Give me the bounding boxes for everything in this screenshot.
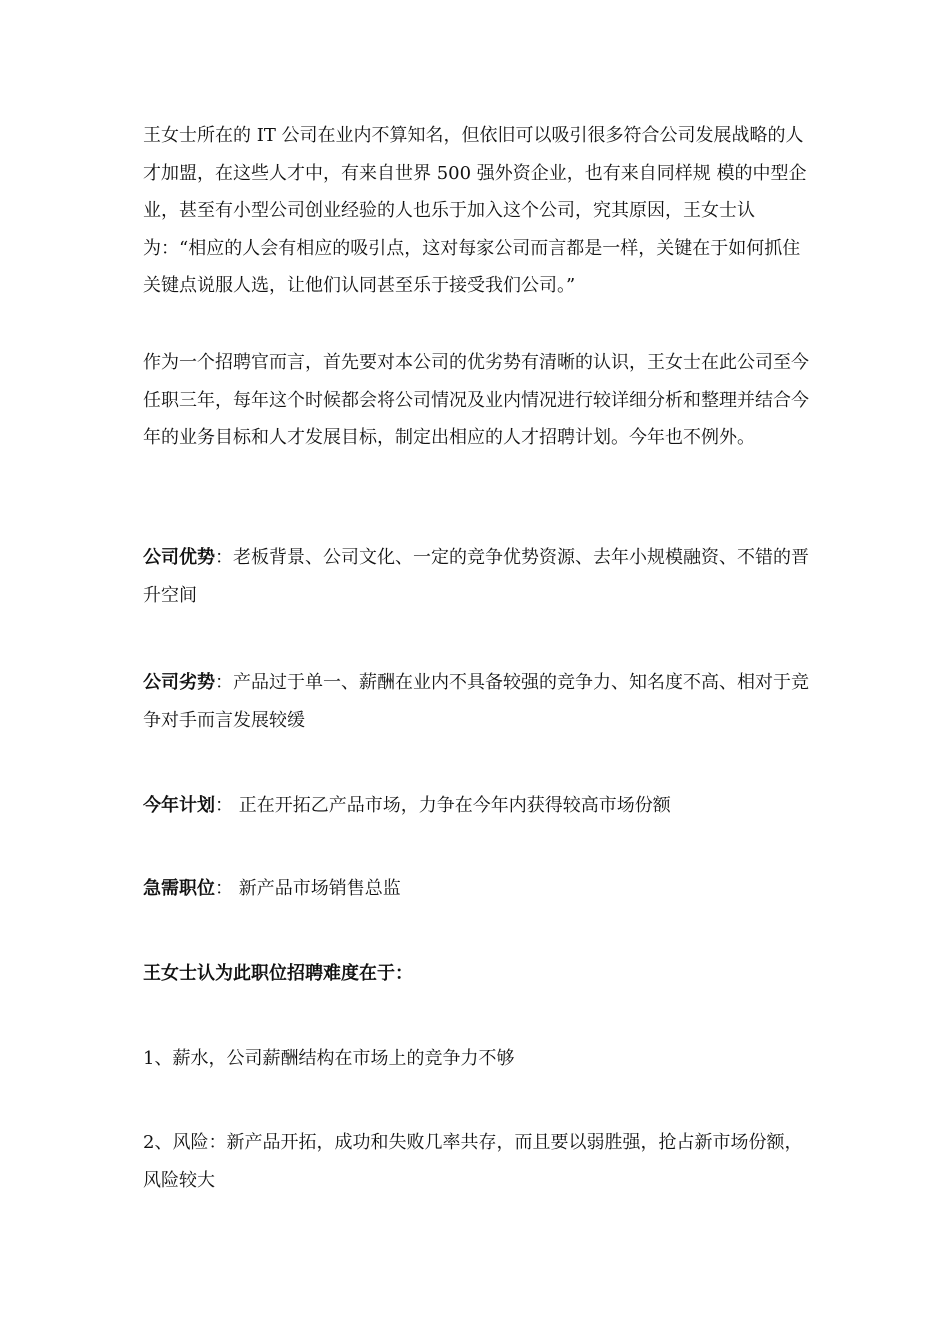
urgent-position-label: 急需职位: [143, 878, 215, 899]
company-advantages: [143, 539, 815, 614]
difficulty-heading: 王女士认为此职位招聘难度在于：: [143, 963, 413, 984]
company-disadvantages: [143, 664, 815, 739]
advantages-text: ：老板背景、公司文化、一定的竞争优势资源、去年小规模融资、不错的晋升空间: [143, 547, 809, 606]
difficulty-item-salary: 1、薪水，公司薪酬结构在市场上的竞争力不够: [143, 1048, 515, 1069]
urgent-position-text: ： 新产品市场销售总监: [215, 878, 401, 899]
paragraph-company-attraction: 王女士所在的 IT 公司在业内不算知名，但依旧可以吸引很多符合公司发展战略的人才加盟，在这些人才中，有来自世界 500 强外资企业，也有来自同样规 模的中型企业，甚至有小型公司创业经验的人也乐于加入这个公司，究其原因，王女士认为：“相应的人会有相应的吸引点，这对每家公司而言都是一样，关键在于如何抓住关键点说服人选，让他们认同甚至乐于接受我们公司。”: [143, 125, 807, 296]
annual-plan: [143, 787, 815, 825]
disadvantages-label: 公司劣势: [143, 672, 215, 693]
plan-label: 今年计划: [143, 795, 215, 816]
urgent-position: [143, 870, 815, 908]
paragraph-recruiter-analysis: 作为一个招聘官而言，首先要对本公司的优劣势有清晰的认识，王女士在此公司至今任职三年，每年这个时候都会将公司情况及业内情况进行较详细分析和整理并结合今年的业务目标和人才发展目标，制定出相应的人才招聘计划。今年也不例外。: [143, 352, 809, 448]
disadvantages-text: ：产品过于单一、薪酬在业内不具备较强的竞争力、知名度不高、相对于竞争对手而言发展较缓: [143, 672, 809, 731]
plan-text: ： 正在开拓乙产品市场，力争在今年内获得较高市场份额: [215, 795, 671, 816]
advantages-label: 公司优势: [143, 547, 215, 568]
difficulty-item-risk: 2、风险：新产品开拓，成功和失败几率共存，而且要以弱胜强，抢占新市场份额，风险较大: [143, 1132, 803, 1191]
